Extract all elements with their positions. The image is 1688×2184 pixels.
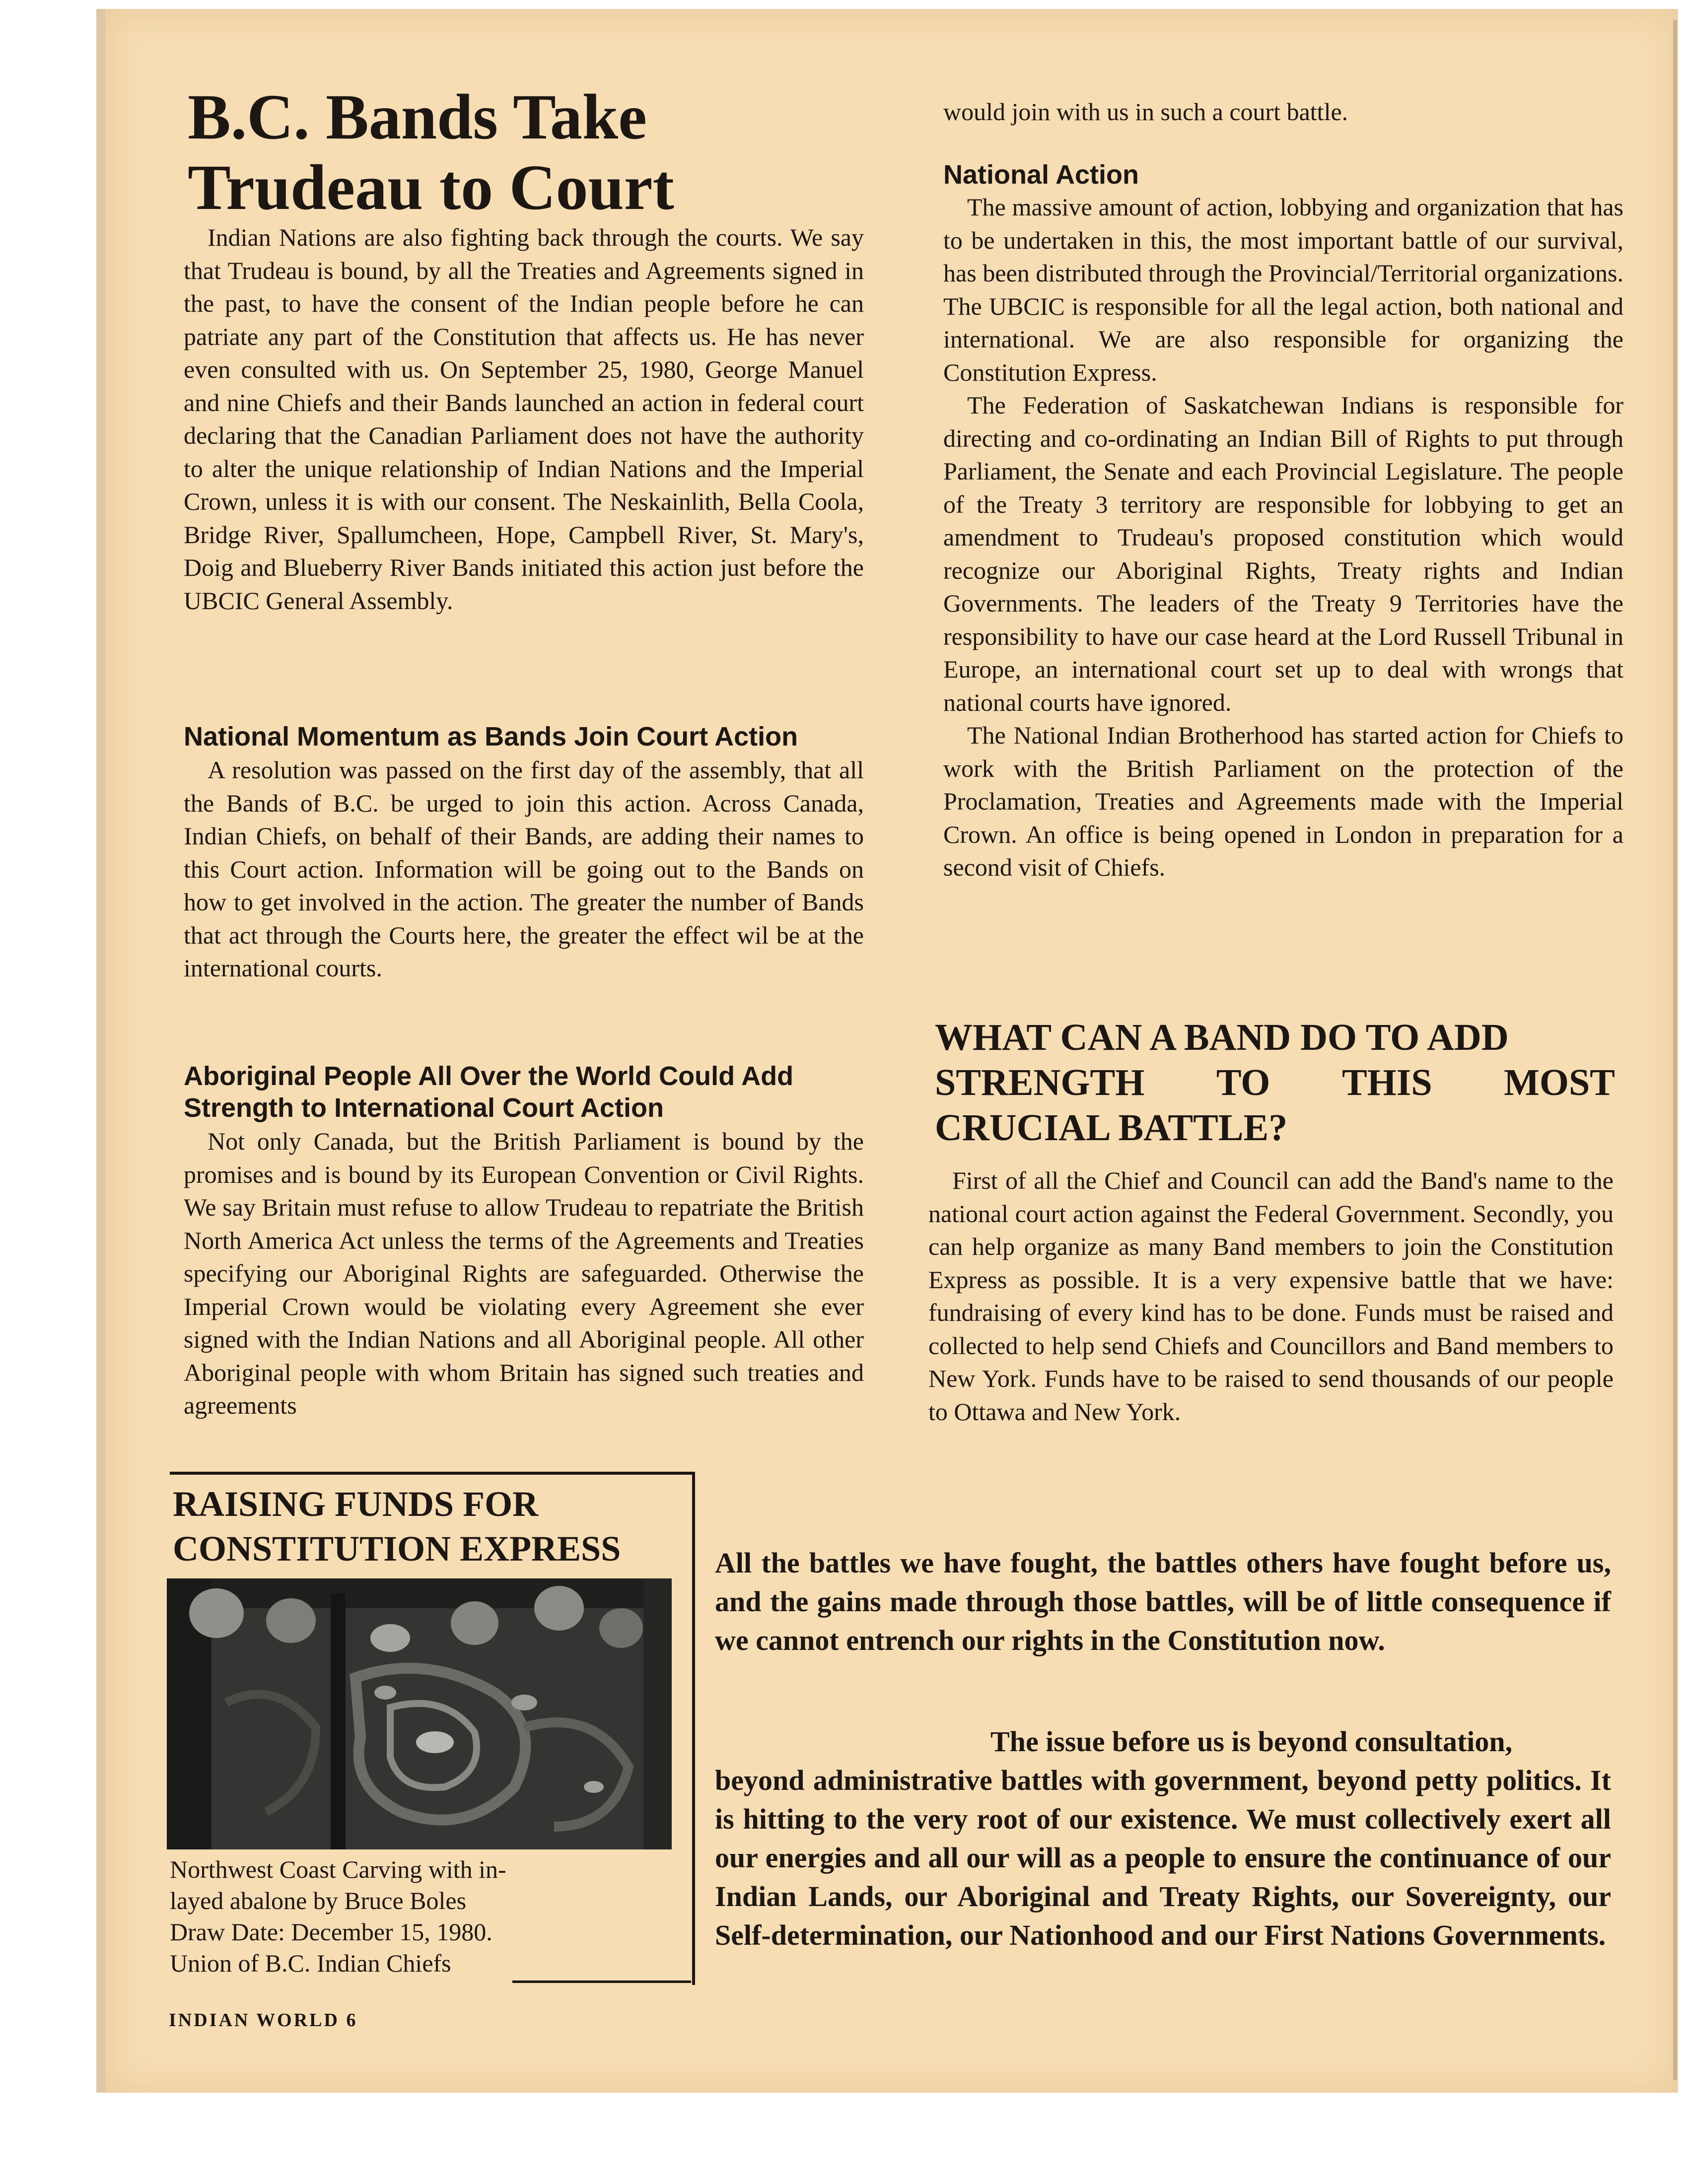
caption-line: Northwest Coast Carving with in-: [170, 1855, 506, 1883]
caption-rule: [512, 1980, 691, 1983]
headline-line-2: Trudeau to Court: [188, 152, 674, 223]
national-action-paragraph-1: The massive amount of action, lobbying and organization that has to be undertaken in this, the most important battle of our survival, has been distributed through the Provincial/Territorial organizations. The UBCIC is responsible for all the legal action, both national and international. We are also responsible for organizing the Constitution Express.: [943, 193, 1623, 386]
band-action-paragraph: First of all the Chief and Council can add the Band's name to the national court action against the Federal Government. Secondly, you can help organize as many Band members to join the Constitution Express as possible. It is a very expensive battle that we have: fundraising of every kind has to be done. Funds must be raised and collected to help send Chiefs and Councillors and Band members to New York. Funds have to be raised to send thousands of our people to Ottawa and New York.: [928, 1166, 1614, 1426]
statement-paragraph-2: [715, 1722, 1611, 1955]
national-action-body: [943, 191, 1623, 884]
national-action-paragraph-3: The National Indian Brotherhood has started action for Chiefs to work with the British Parliament on the protection of the Proclamation, Treaties and Agreements made with the Imperial Crown. An office is being opened in London in preparation for a second visit of Chiefs.: [943, 721, 1623, 881]
subhead-national-momentum: National Momentum as Bands Join Court Action: [184, 722, 798, 751]
continued-paragraph: would join with us in such a court battle.: [943, 98, 1348, 126]
carving-photo-illustration: [167, 1578, 672, 1849]
headline-line-1: B.C. Bands Take: [188, 81, 647, 153]
band-action-heading-line-1: WHAT CAN A BAND DO TO ADD: [935, 1017, 1509, 1058]
page-binding-shadow: [96, 9, 106, 2093]
statement-lead: The issue before us is beyond consultation,: [990, 1725, 1513, 1758]
heading-word: THIS: [1341, 1062, 1432, 1103]
statement-body: beyond administrative battles with government, beyond petty politics. It is hitting to the very root of our existence. We must collectively exert all our energies and all our will as a people to ensure the continuance of our Indian Lands, our Aboriginal and Treaty Rights, our Sovereignty, our Self-determination, our Nationhood and our First Nations Governments.: [715, 1764, 1611, 1951]
page-folio: INDIAN WORLD 6: [169, 2010, 358, 2031]
caption-line: Draw Date: December 15, 1980.: [170, 1918, 492, 1946]
heading-word: TO: [1216, 1062, 1270, 1103]
carving-photo: [167, 1578, 672, 1849]
national-action-paragraph-2: The Federation of Saskatchewan Indians is responsible for directing and co-ordinating an Indian Bill of Rights to put through Parliament, the Senate and each Provincial Legislature. The people of the Treaty 3 territory are responsible for lobbying to get an amendment to Trudeau's proposed constitution which would recognize our Aboriginal Rights, Treaty rights and Indian Governments. The leaders of the Treaty 9 Territories have the responsibility to have our case heard at the Lord Russell Tribunal in Europe, an international court set up to deal with wrongs that national courts have ignored.: [943, 391, 1623, 716]
statement-paragraph-1: All the battles we have fought, the battles others have fought before us, and the gains made through those battles, will be of little consequence if we cannot entrench our rights in the Constitution now.: [715, 1547, 1611, 1656]
caption-line: Union of B.C. Indian Chiefs: [170, 1949, 451, 1977]
fundraiser-title: [173, 1482, 694, 1571]
subhead-aboriginal-people: Aboriginal People All Over the World Could Add Strength to International Court Action: [184, 1061, 794, 1123]
band-action-heading-line-2: [935, 1060, 1615, 1105]
aboriginal-people-paragraph: Not only Canada, but the British Parliament is bound by the promises and is bound by its European Convention or Civil Rights. We say Britain must refuse to allow Trudeau to repatriate the British North America Act unless the terms of the Agreements and Treaties specifying our Aboriginal Rights are safeguarded. Otherwise the Imperial Crown would be violating every Agreement she ever signed with the Indian Nations and all Aboriginal people. All other Aboriginal people with whom Britain has signed such treaties and agreements: [184, 1127, 864, 1419]
fundraiser-title-line-1: RAISING FUNDS FOR: [173, 1484, 539, 1524]
fundraiser-title-line-2: CONSTITUTION EXPRESS: [173, 1529, 621, 1569]
caption-line: layed abalone by Bruce Boles: [170, 1887, 467, 1914]
intro-paragraph: Indian Nations are also fighting back through the courts. We say that Trudeau is bound, by all the Treaties and Agreements signed in the past, to have the consent of the Indian people before he can patriate any part of the Constitution that affects us. He has never even consulted with us. On September 25, 1980, George Manuel and nine Chiefs and their Bands launched an action in federal court declaring that the Canadian Parliament does not have the authority to alter the unique relationship of Indian Nations and the Imperial Crown, unless it is with our consent. The Neskainlith, Bella Coola, Bridge River, Spallumcheen, Hope, Campbell River, St. Mary's, Doig and Blueberry River Bands initiated this action just before the UBCIC General Assembly.: [184, 223, 864, 614]
heading-word: MOST: [1504, 1062, 1615, 1103]
heading-word: STRENGTH: [935, 1062, 1145, 1103]
subhead-national-action: National Action: [943, 160, 1139, 190]
band-action-heading: [935, 1015, 1615, 1151]
band-action-heading-line-3: CRUCIAL BATTLE?: [935, 1107, 1288, 1149]
page-edge: [1673, 20, 1677, 2080]
fundraiser-caption: [170, 1854, 671, 1979]
national-momentum-paragraph: A resolution was passed on the first day of the assembly, that all the Bands of B.C. be urged to join this action. Across Canada, Indian Chiefs, on behalf of their Bands, are adding their names to this Court action. Information will be going out to the Bands on how to get involved in the action. The greater the number of Bands that act through the Courts here, the greater the effect wil be at the international courts.: [184, 756, 864, 982]
headline: [188, 82, 883, 223]
